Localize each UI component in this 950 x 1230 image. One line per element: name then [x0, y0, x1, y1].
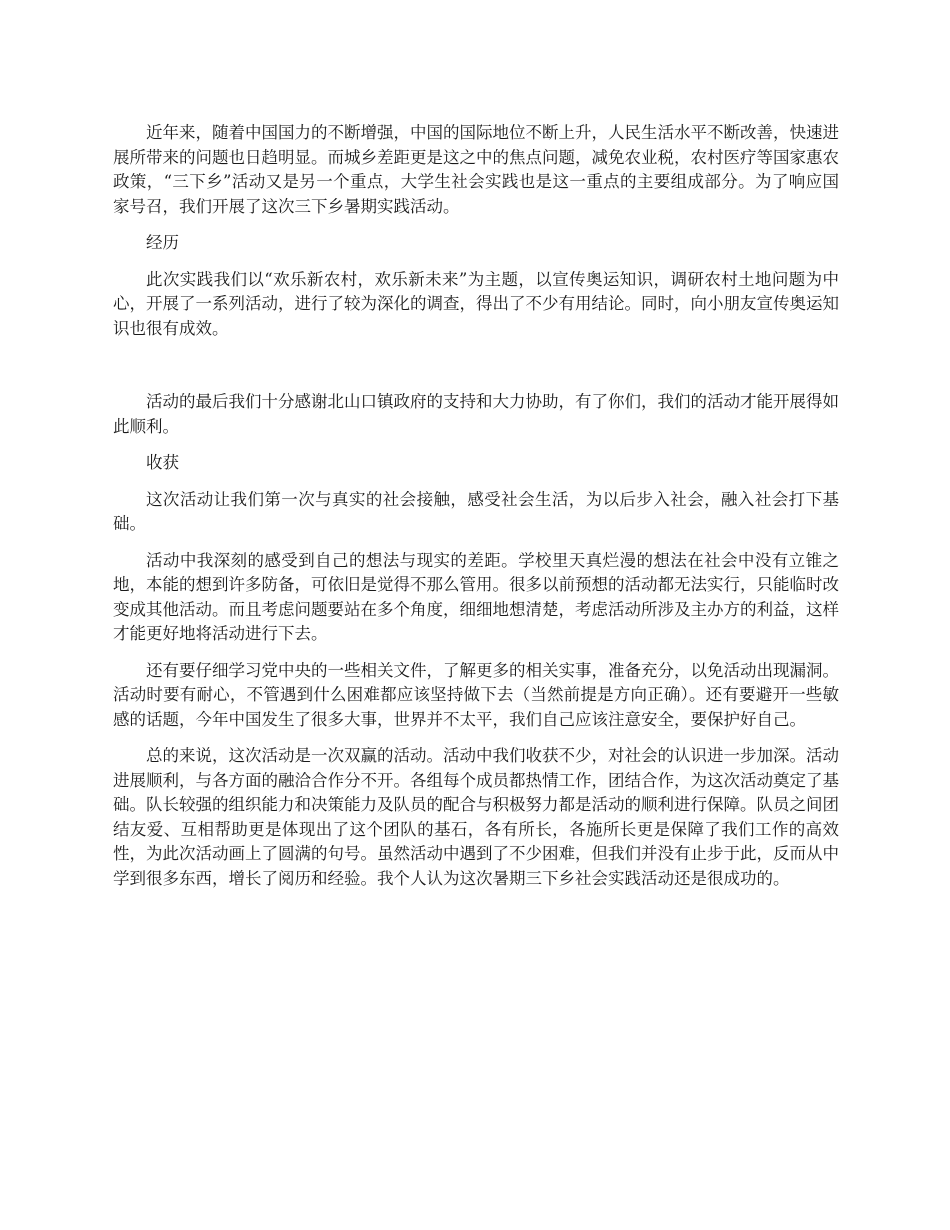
summary-paragraph: 总的来说，这次活动是一次双赢的活动。活动中我们收获不少，对社会的认识进一步加深。活动进展顺利，与各方面的融洽合作分不开。各组每个成员都热情工作，团结合作，为这次活动奠定了基础。队长较强的组织能力和决策能力及队员的配合与积极努力都是活动的顺利进行保障。队员之间团结友爱、互相帮助更是体现出了这个团队的基石，各有所长，各施所长更是保障了我们工作的高效性，为此次活动画上了圆满的句号。虽然活动中遇到了不少困难，但我们并没有止步于此，反而从中学到很多东西，增长了阅历和经验。我个人认为这次暑期三下乡社会实践活动还是很成功的。 [113, 746, 839, 888]
intro-paragraph: 近年来，随着中国国力的不断增强，中国的国际地位不断上升，人民生活水平不断改善，快速进展所带来的问题也日趋明显。而城乡差距更是这之中的焦点问题，减免农业税，农村医疗等国家惠农政策，“三下乡”活动又是另一个重点，大学生社会实践也是这一重点的主要组成部分。为了响应国家号召，我们开展了这次三下乡暑期实践活动。 [113, 123, 839, 216]
blank-line [113, 353, 839, 390]
gains-paragraph-1: 这次活动让我们第一次与真实的社会接触，感受社会生活，为以后步入社会，融入社会打下基础。 [113, 489, 839, 533]
experience-paragraph: 此次实践我们以“欢乐新农村，欢乐新未来”为主题，以宣传奥运知识，调研农村土地问题为中心，开展了一系列活动，进行了较为深化的调查，得出了不少有用结论。同时，向小朋友宣传奥运知识也很有成效。 [113, 269, 839, 338]
section-heading-gains: 收获 [146, 453, 179, 472]
gains-paragraph-3: 还有要仔细学习党中央的一些相关文件，了解更多的相关实事，准备充分，以免活动出现漏洞。活动时要有耐心，不管遇到什么困难都应该坚持做下去（当然前提是方向正确）。还有要避开一些敏感的话题，今年中国发生了很多大事，世界并不太平，我们自己应该注意安全，要保护好自己。 [113, 660, 839, 729]
document-body [113, 121, 839, 903]
thanks-paragraph: 活动的最后我们十分感谢北山口镇政府的支持和大力协助，有了你们，我们的活动才能开展得如此顺利。 [113, 392, 839, 436]
section-heading-experience: 经历 [146, 233, 179, 252]
gains-paragraph-2: 活动中我深刻的感受到自己的想法与现实的差距。学校里天真烂漫的想法在社会中没有立锥之地，本能的想到许多防备，可依旧是觉得不那么管用。很多以前预想的活动都无法实行，只能临时改变成其他活动。而且考虑问题要站在多个角度，细细地想清楚，考虑活动所涉及主办方的利益，这样才能更好地将活动进行下去。 [113, 550, 839, 643]
